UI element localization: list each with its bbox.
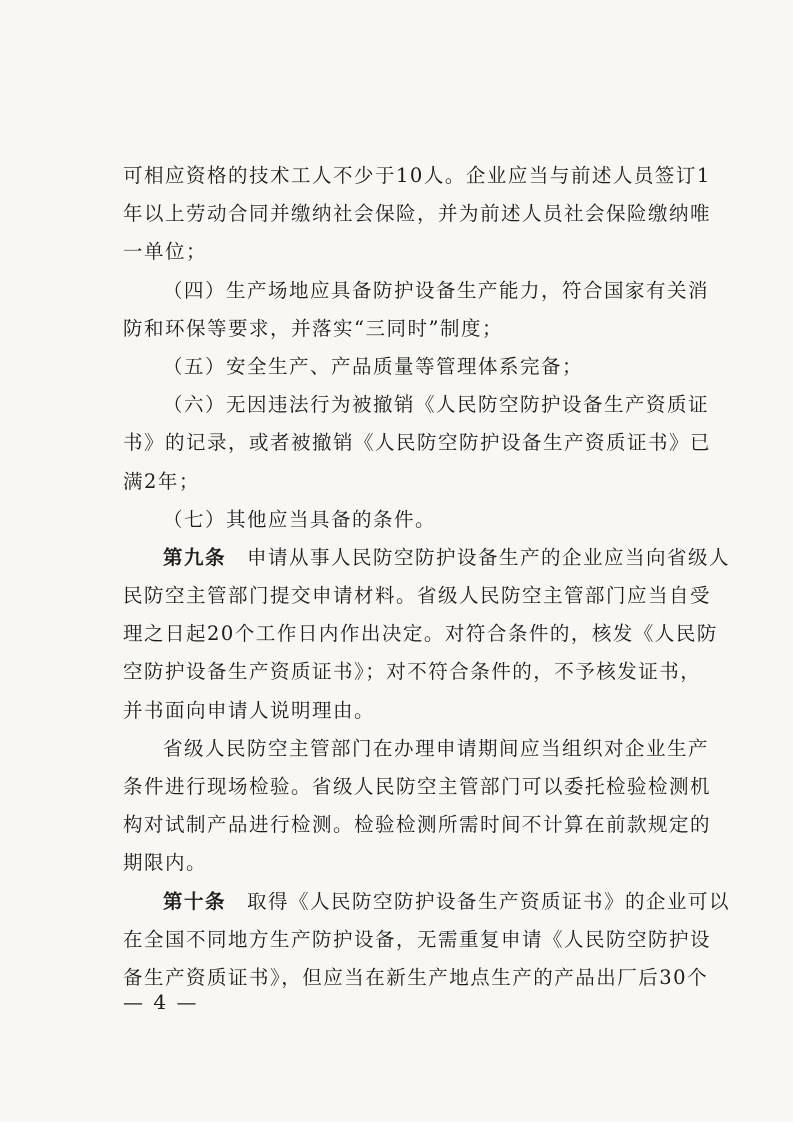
text-line: [123, 463, 688, 501]
text-line: [123, 272, 710, 310]
text-line: [123, 348, 688, 386]
text-line: [123, 501, 688, 539]
line-text: 可相应资格的技术工人不少于10人。企业应当与前述人员签订1: [123, 164, 711, 187]
line-text: 在全国不同地方生产防护设备，无需重复申请《人民防空防护设: [123, 927, 712, 951]
line-text: （五）安全生产、产品质量等管理体系完备；: [163, 354, 584, 378]
article-heading: 第九条: [163, 545, 227, 569]
line-text: 理之日起20个工作日内作出决定。对符合条件的，核发《人民防: [123, 622, 718, 646]
line-text: 申请从事人民防空防护设备生产的企业应当向省级人: [226, 545, 731, 569]
line-text: 一单位；: [123, 240, 208, 264]
text-line: [123, 844, 688, 882]
text-line: [123, 424, 712, 462]
line-text: 省级人民防空主管部门在办理申请期间应当组织对企业生产: [163, 736, 710, 760]
text-line: [123, 883, 731, 921]
text-line: [123, 768, 712, 806]
text-line: [123, 959, 709, 997]
body-text: [123, 157, 731, 997]
text-line: [123, 577, 712, 615]
text-line: [123, 195, 712, 233]
line-text: 空防护设备生产资质证书》；对不符合条件的，不予核发证书，: [123, 660, 702, 684]
line-text: 民防空主管部门提交申请材料。省级人民防空主管部门应当自受: [123, 584, 712, 608]
line-text: 条件进行现场检验。省级人民防空主管部门可以委托检验检测机: [123, 775, 712, 798]
line-text: 备生产资质证书》，但应当在新生产地点生产的产品出厂后30个: [123, 965, 709, 989]
line-text: （四）生产场地应具备防护设备生产能力，符合国家有关消: [163, 278, 710, 302]
line-text: 期限内。: [123, 851, 208, 875]
text-line: [123, 310, 688, 348]
line-text: 并书面向申请人说明理由。: [123, 698, 376, 722]
text-line: [123, 653, 702, 691]
text-line: [123, 806, 712, 844]
text-line: [123, 539, 731, 577]
line-text: 满2年；: [123, 469, 200, 493]
text-line: [123, 921, 712, 959]
page-number: — 4 —: [123, 990, 199, 1014]
line-text: 年以上劳动合同并缴纳社会保险，并为前述人员社会保险缴纳唯: [123, 202, 712, 226]
text-line: [123, 692, 688, 730]
line-text: 防和环保等要求，并落实“三同时”制度；: [123, 316, 503, 340]
article-heading: 第十条: [163, 889, 227, 913]
line-text: 取得《人民防空防护设备生产资质证书》的企业可以: [226, 889, 731, 913]
text-line: [123, 233, 688, 271]
text-line: [123, 615, 718, 653]
line-text: 书》的记录，或者被撤销《人民防空防护设备生产资质证书》已: [123, 431, 712, 455]
line-text: （六）无因违法行为被撤销《人民防空防护设备生产资质证: [163, 393, 710, 417]
line-text: 构对试制产品进行检测。检验检测所需时间不计算在前款规定的: [123, 813, 712, 837]
line-text: （七）其他应当具备的条件。: [163, 507, 437, 531]
text-line: [123, 730, 710, 768]
text-line: [123, 157, 711, 195]
text-line: [123, 386, 710, 424]
